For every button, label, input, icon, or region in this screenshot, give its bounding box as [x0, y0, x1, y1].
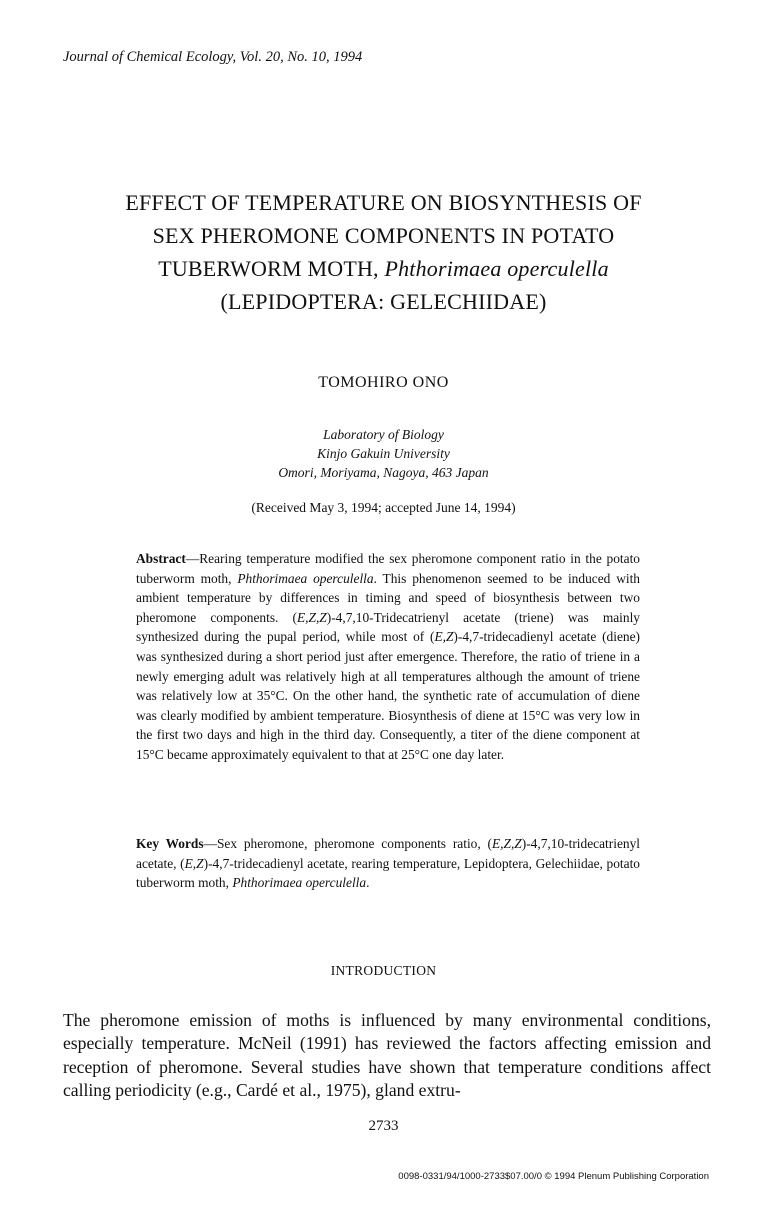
- keywords-text-1: —Sex pheromone, pheromone components ratio, (: [203, 836, 492, 851]
- title-line-1: EFFECT OF TEMPERATURE ON BIOSYNTHESIS OF: [125, 190, 642, 215]
- affiliation-university: Kinjo Gakuin University: [317, 446, 450, 461]
- keywords-label: Key Words: [136, 836, 204, 851]
- affiliation-address: Omori, Moriyama, Nagoya, 463 Japan: [278, 465, 489, 480]
- affiliation-lab: Laboratory of Biology: [323, 427, 444, 442]
- keywords-species: Phthorimaea operculella: [232, 875, 367, 891]
- abstract-ezz: E,Z,Z: [296, 609, 327, 625]
- abstract-text-4: )-4,7-tridecadienyl acetate (diene) was synthesized during a short period just after emergence. Therefore, the ratio of triene in a newly emerging adult was relatively high at all temperatures although the amount of triene was relatively low at 35°C. On the other hand, the synthetic rate of accumulation of diene was clearly modified by ambient temperature. Biosynthesis of diene at 15°C was very low in the first two days and high in the third day. Consequently, a titer of the diene component at 15°C became approximately equivalent to that at 25°C one day later.: [136, 629, 640, 762]
- abstract: [136, 549, 640, 765]
- author-name: TOMOHIRO ONO: [318, 374, 449, 391]
- key-words: [136, 834, 640, 893]
- abstract-text-3: )-4,7,10-Tridecatrienyl acetate (triene) was mainly synthesized during the pupal period, while most of (: [136, 609, 641, 645]
- keywords-text-3: )-4,7-tridecadienyl acetate, rearing temperature, Lepidoptera, Gelechiidae, potato tuberworm moth,: [136, 855, 641, 891]
- title-line-4: (LEPIDOPTERA: GELECHIIDAE): [220, 289, 547, 314]
- paper-title: [40, 186, 727, 318]
- page-number: 2733: [368, 1118, 399, 1134]
- title-line-3: [40, 252, 727, 285]
- copyright-footer: 0098-0331/94/1000-2733$07.00/0 © 1994 Plenum Publishing Corporation: [398, 1171, 709, 1182]
- received-dates: (Received May 3, 1994; accepted June 14, 1994): [251, 500, 516, 515]
- abstract-label: Abstract: [136, 551, 186, 566]
- abstract-ez: E,Z: [434, 629, 454, 645]
- section-heading: INTRODUCTION: [330, 963, 437, 978]
- journal-citation: Journal of Chemical Ecology, Vol. 20, No. 10, 1994: [63, 49, 363, 65]
- introduction-paragraph: The pheromone emission of moths is influenced by many environmental conditions, especially temperature. McNeil (1991) has reviewed the factors affecting emission and reception of pheromone. Several studies have shown that temperature conditions affect calling periodicity (e.g., Cardé et al., 1975), gland extru-: [63, 1010, 711, 1101]
- title-line-2: SEX PHEROMONE COMPONENTS IN POTATO: [152, 223, 615, 248]
- abstract-species: Phthorimaea operculella: [237, 570, 374, 586]
- abstract-text-1: —Rearing temperature modified the sex pheromone component ratio in the potato tuberworm moth,: [136, 551, 640, 586]
- affiliation: [0, 425, 767, 482]
- abstract-text-2: . This phenomenon seemed to be induced with ambient temperature by differences in timing and speed of biosynthesis between two pheromone components. (: [136, 570, 640, 625]
- keywords-text-2: )-4,7,10-tridecatrienyl acetate, (: [136, 836, 640, 871]
- keywords-text-4: .: [366, 875, 370, 891]
- keywords-ezz: E,Z,Z: [491, 836, 522, 851]
- title-species-name: Phthorimaea operculella: [384, 256, 609, 281]
- title-line-3-plain: TUBERWORM MOTH,: [158, 256, 379, 281]
- keywords-ez: E,Z: [184, 855, 204, 871]
